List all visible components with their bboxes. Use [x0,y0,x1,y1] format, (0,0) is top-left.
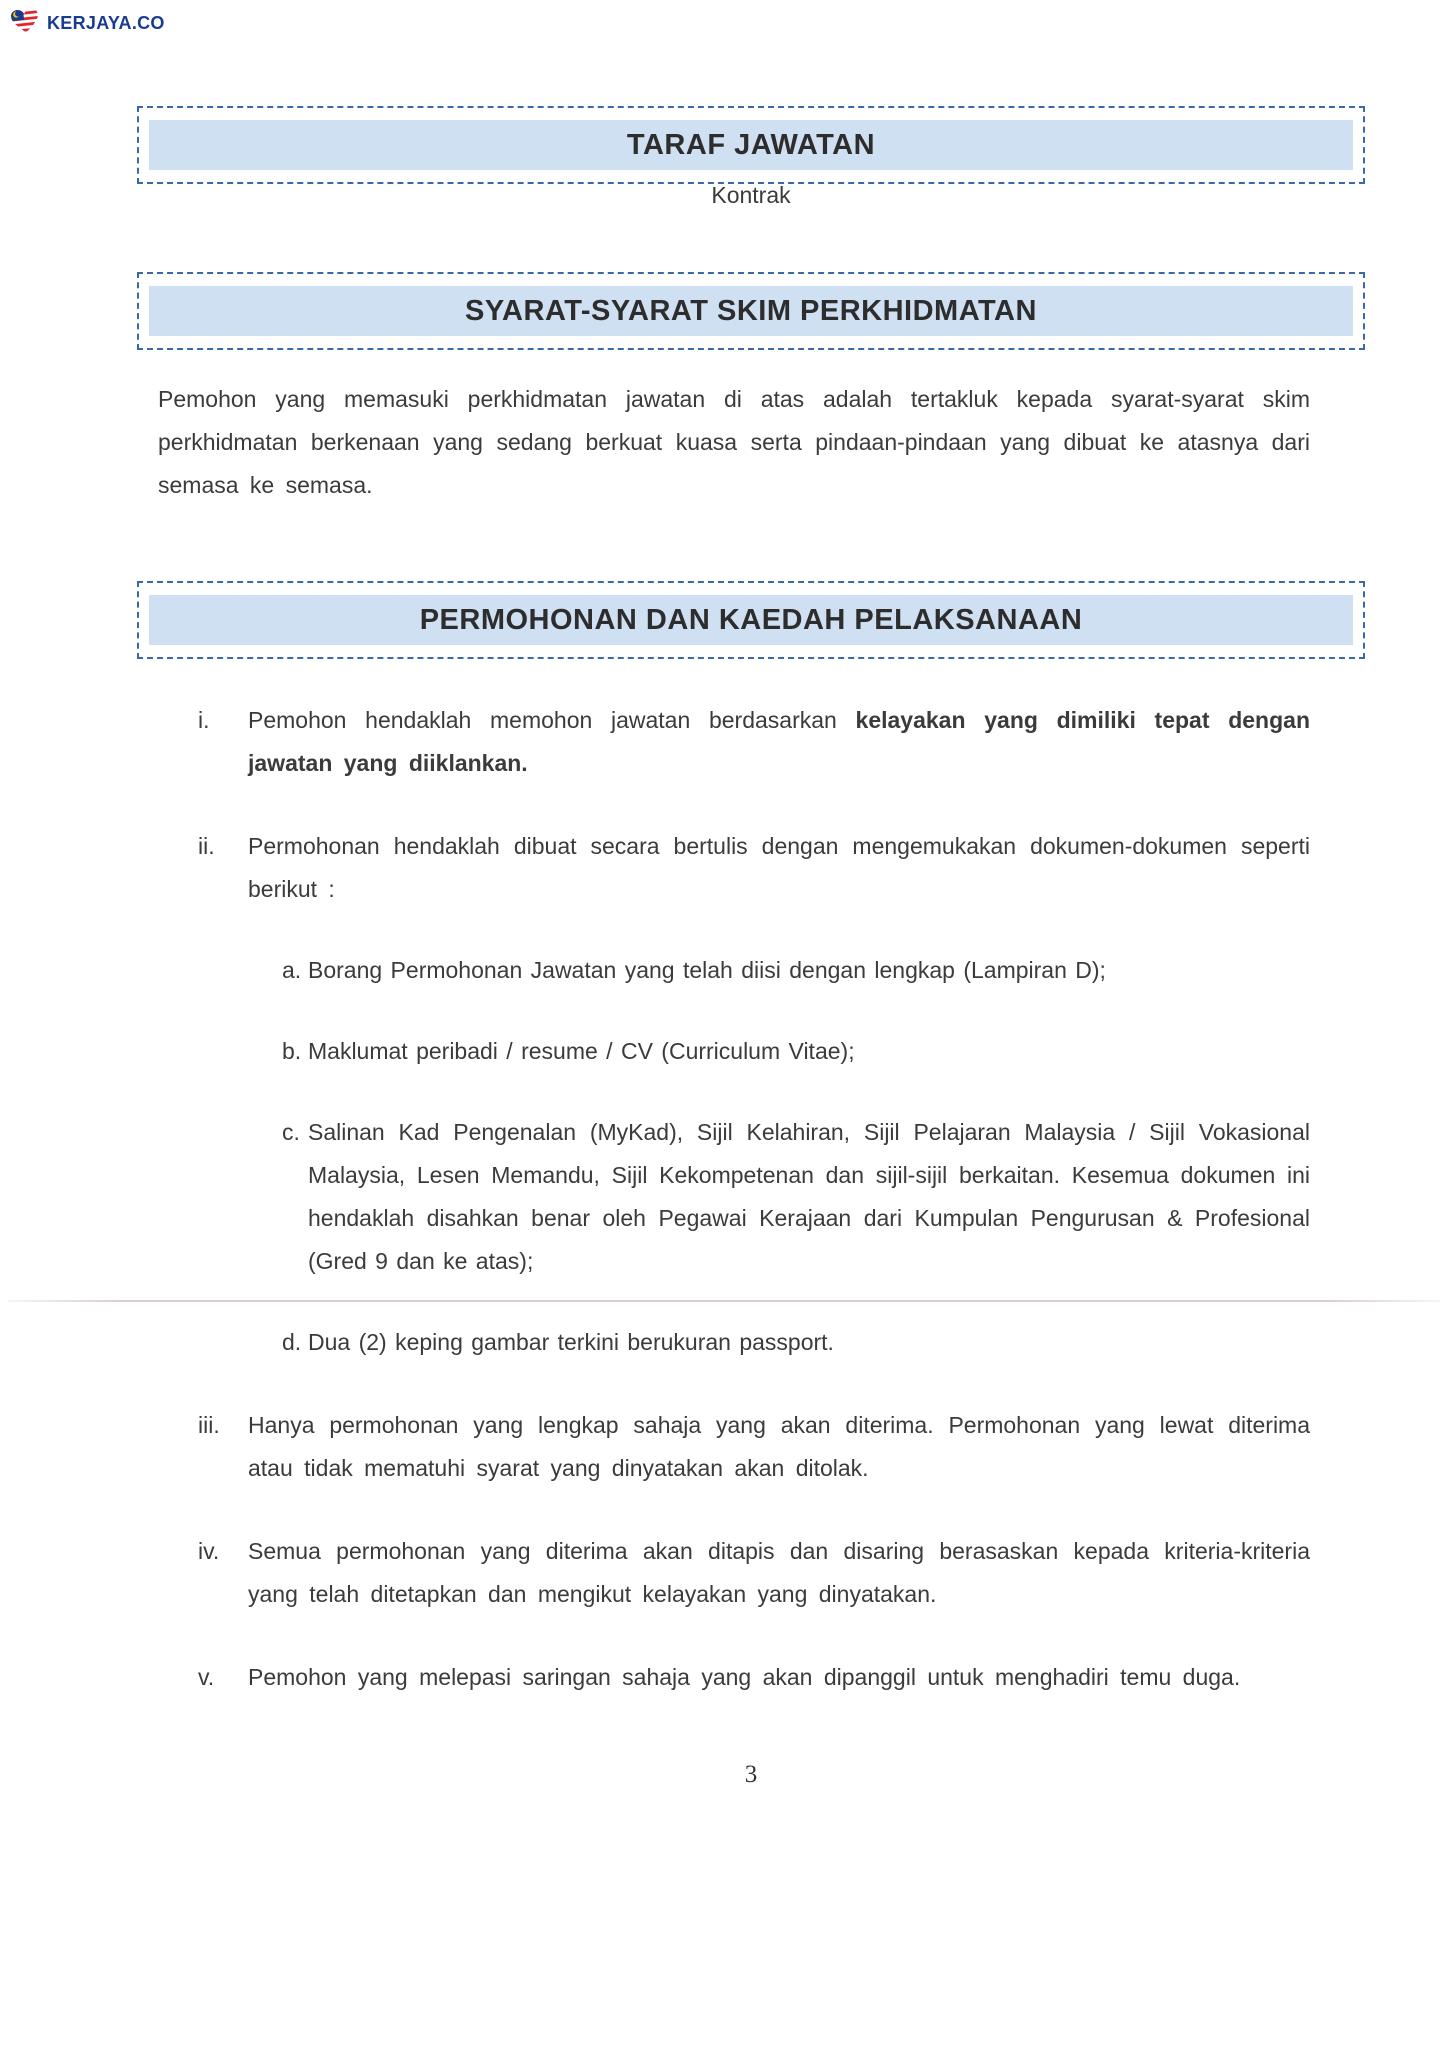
logo-text: KERJAYA.CO [47,13,165,33]
banner-title: SYARAT-SYARAT SKIM PERKHIDMATAN [465,294,1037,327]
banner-bar [149,120,1353,170]
item-text: Hanya permohonan yang lengkap sahaja yang akan diterima. Permohonan yang lewat diterima atau tidak mematuhi syarat yang dinyatakan akan ditolak. [248,1412,1310,1481]
item-bold-text: kelayakan yang dimiliki tepat dengan jawatan yang diiklankan. [248,707,1310,776]
scan-divider-line [8,1300,1440,1302]
banner-title: TARAF JAWATAN [626,128,876,161]
sub-list-item-a [137,949,1365,992]
banner-taraf-jawatan [137,106,1365,184]
list-item-iv [137,1530,1365,1616]
requirements-list [137,699,1365,1699]
item-text: Semua permohonan yang diterima akan ditapis dan disaring berasaskan kepada kriteria-kriteria yang telah ditetapkan dan mengikut kelayakan yang dinyatakan. [248,1538,1310,1607]
list-item-text: Maklumat peribadi / resume / CV (Curriculum Vitae); [308,1038,855,1064]
page-number: 3 [744,1761,758,1788]
list-marker: i. [198,707,210,733]
banner-title: PERMOHONAN DAN KAEDAH PELAKSANAAN [419,603,1083,636]
kerjaya-logo[interactable] [10,8,165,39]
list-item-text [248,699,1310,785]
list-item-text: Dua (2) keping gambar terkini berukuran passport. [308,1329,834,1355]
banner-permohonan [137,581,1365,659]
scanned-document [137,106,1365,1789]
list-item-text [248,1656,1310,1699]
list-item-text [248,1404,1310,1490]
list-item-i [137,699,1365,785]
list-marker: iii. [198,1412,220,1438]
list-item-text [248,1530,1310,1616]
item-text: Permohonan hendaklah dibuat secara bertulis dengan mengemukakan dokumen-dokumen seperti berikut : [248,833,1310,902]
job-status-value: Kontrak [711,182,791,208]
list-item-ii [137,825,1365,911]
list-marker: ii. [198,833,215,859]
list-item-text: Borang Permohonan Jawatan yang telah diisi dengan lengkap (Lampiran D); [308,957,1106,983]
banner-bar [149,286,1353,336]
sub-list-item-c [137,1111,1365,1283]
sub-list-item-b [137,1030,1365,1073]
list-marker: a. [282,957,302,983]
list-marker: iv. [198,1538,220,1564]
malaysia-heart-icon [10,8,40,39]
banner-bar [149,595,1353,645]
list-item-text [248,825,1310,911]
list-item-iii [137,1404,1365,1490]
list-item-text: Salinan Kad Pengenalan (MyKad), Sijil Kelahiran, Sijil Pelajaran Malaysia / Sijil Vokasional Malaysia, Lesen Memandu, Sijil Kekompetenan dan sijil-sijil berkaitan. Kesemua dokumen ini hendaklah disahkan benar oleh Pegawai Kerajaan dari Kumpulan Pengurusan & Profesional (Gred 9 dan ke atas); [308,1119,1310,1274]
item-text: Pemohon hendaklah memohon jawatan berdasarkan [248,707,856,733]
list-marker: v. [198,1664,215,1690]
banner-syarat-skim [137,272,1365,350]
sub-list-item-d [137,1321,1365,1364]
list-marker: b. [282,1038,302,1064]
list-marker: d. [282,1329,302,1355]
list-marker: c. [282,1119,300,1145]
item-text: Pemohon yang melepasi saringan sahaja yang akan dipanggil untuk menghadiri temu duga. [248,1664,1241,1690]
list-item-v [137,1656,1365,1699]
intro-paragraph: Pemohon yang memasuki perkhidmatan jawatan di atas adalah tertakluk kepada syarat-syarat skim perkhidmatan berkenaan yang sedang berkuat kuasa serta pindaan-pindaan yang dibuat ke atasnya dari semasa ke semasa. [158,386,1310,498]
